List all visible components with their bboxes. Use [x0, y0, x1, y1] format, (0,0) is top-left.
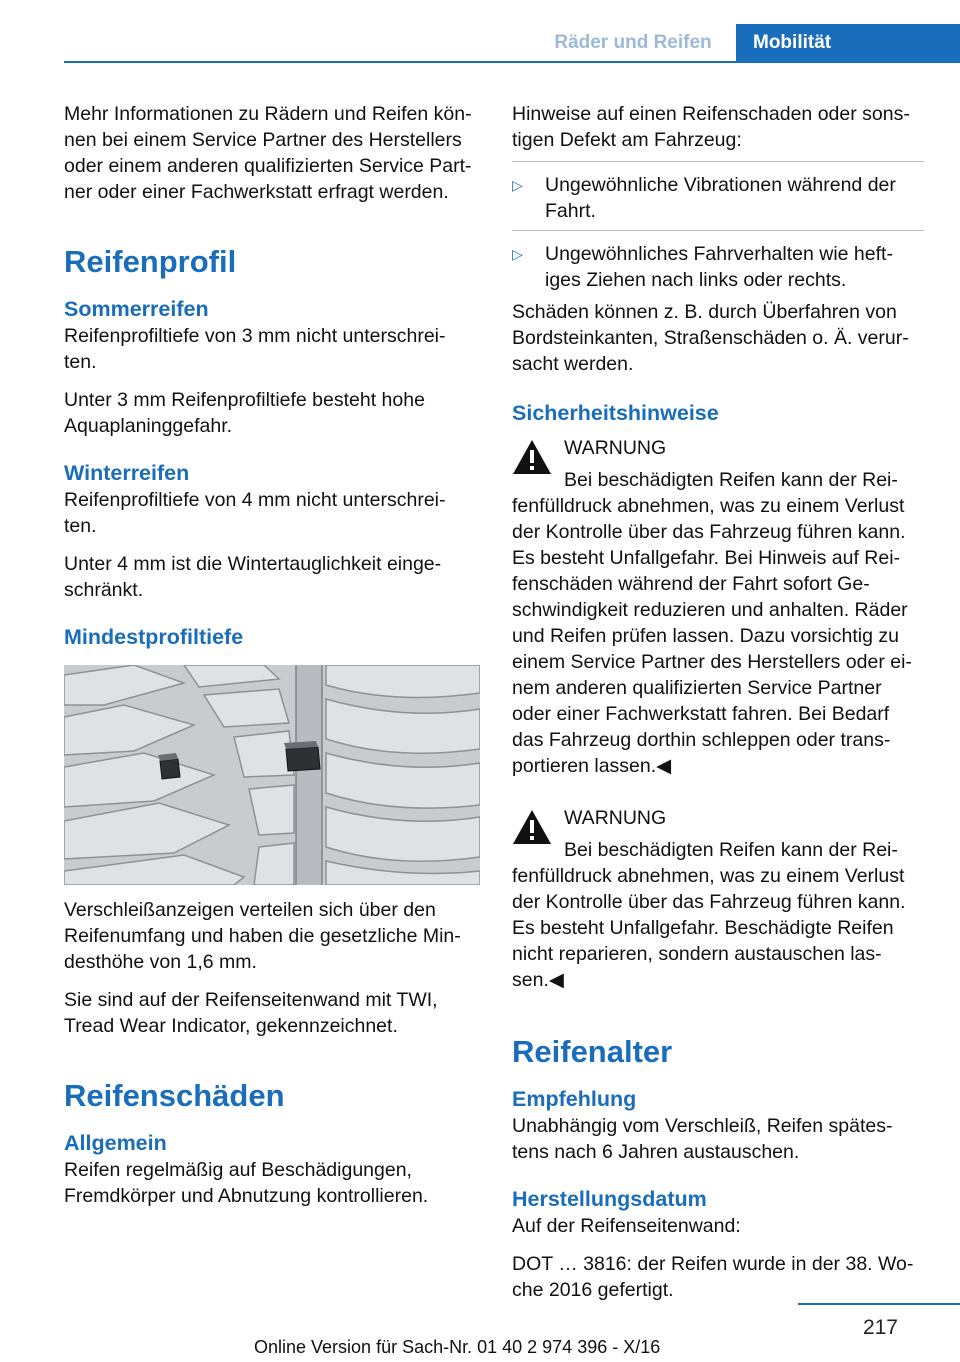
page-number: 217 — [862, 1316, 898, 1339]
manufacture-date-paragraph-2: DOT … 3816: der Reifen wurde in der 38. Wo‐ che 2016 gefertigt. — [512, 1253, 914, 1301]
subsection-title-min-depth: Mindestprofiltiefe — [64, 625, 244, 649]
list-item-text: Ungewöhnliche Vibrationen während der Fahrt. — [545, 174, 896, 222]
right-column — [512, 101, 924, 1315]
summer-paragraph-1: Reifenprofiltiefe von 3 mm nicht unterschrei‐ ten. — [64, 325, 446, 373]
warning-first-line: Bei beschädigten Reifen kann der Rei‐ — [564, 839, 898, 861]
warning-first-line: Bei beschädigten Reifen kann der Rei‐ — [564, 469, 898, 491]
header-tab-section: Räder und Reifen — [554, 31, 712, 53]
triangle-bullet-icon: ▷ — [512, 246, 523, 262]
min-depth-paragraph-2: Sie sind auf der Reifenseitenwand mit TWI, Tread Wear Indicator, gekennzeichnet. — [64, 989, 438, 1037]
causes-paragraph: Schäden können z. B. durch Überfahren von Bordsteinkanten, Straßenschäden o. Ä. verur‐ sacht werden. — [512, 301, 909, 375]
subsection-title-summer: Sommerreifen — [64, 297, 209, 321]
warning-label: WARNUNG — [564, 437, 667, 459]
subsection-title-manufacture-date: Herstellungsdatum — [512, 1187, 707, 1211]
list-item-text: Ungewöhnliches Fahrverhalten wie heft‐ iges Ziehen nach links oder rechts. — [545, 243, 893, 291]
tire-tread-photo — [64, 665, 480, 885]
list-item — [512, 241, 924, 293]
triangle-bullet-icon: ▷ — [512, 177, 523, 193]
recommendation-paragraph: Unabhängig vom Verschleiß, Reifen spätes‐ tens nach 6 Jahren austauschen. — [512, 1115, 893, 1163]
intro-paragraph: Mehr Informationen zu Rädern und Reifen kön‐ nen bei einem Service Partner des Herstellers oder einem anderen qualifizierten Service Part‐ ner oder einer Fachwerkstatt erfragt werden. — [64, 103, 472, 203]
subsection-title-recommendation: Empfehlung — [512, 1087, 637, 1111]
warning-label: WARNUNG — [564, 807, 667, 829]
warning-triangle-icon — [512, 809, 552, 845]
subsection-title-general: Allgemein — [64, 1131, 167, 1155]
summer-paragraph-2: Unter 3 mm Reifenprofiltiefe besteht hohe Aquaplaninggefahr. — [64, 389, 425, 437]
list-item — [512, 172, 924, 224]
subsection-title-winter: Winterreifen — [64, 461, 190, 485]
header-tab-chapter: Mobilität — [736, 24, 960, 62]
winter-paragraph-2: Unter 4 mm ist die Wintertauglichkeit einge‐ schränkt. — [64, 553, 442, 601]
winter-paragraph-1: Reifenprofiltiefe von 4 mm nicht unterschrei‐ ten. — [64, 489, 446, 537]
min-depth-paragraph-1: Verschleißanzeigen verteilen sich über den Reifenumfang und haben die gesetzliche Min‐ desthöhe von 1,6 mm. — [64, 899, 461, 973]
online-version-note: Online Version für Sach-Nr. 01 40 2 974 396 - X/16 — [254, 1337, 661, 1357]
page-header — [0, 0, 960, 62]
list-separator — [512, 161, 924, 162]
general-paragraph: Reifen regelmäßig auf Beschädigungen, Fremdkörper und Abnutzung kontrollieren. — [64, 1159, 429, 1207]
left-column — [64, 101, 482, 1221]
header-rule — [64, 61, 960, 63]
footer-rule — [798, 1303, 960, 1305]
section-title-profile: Reifenprofil — [64, 244, 237, 279]
warning-triangle-icon — [512, 439, 552, 475]
section-title-damage: Reifenschäden — [64, 1078, 285, 1113]
warning-body: fenfülldruck abnehmen, was zu einem Verlust der Kontrolle über das Fahrzeug führen kann. Es besteht Unfallgefahr. Bei Hinweis auf Rei‐ fenschäden während der Fahrt sofort Ge‐ schwindigkeit reduzieren und anhalten. Räder und Reifen prüfen lassen. Dazu vorsichtig zu einem Service Partner des Herstellers oder ei‐ nem anderen qualifizierten Service Partner oder einer Fachwerkstatt fahren. Bei Bedarf das Fahrzeug dorthin schleppen oder trans‐ portieren lassen.◀ — [512, 495, 912, 777]
subsection-title-safety: Sicherheitshinweise — [512, 401, 719, 425]
warning-body: fenfülldruck abnehmen, was zu einem Verlust der Kontrolle über das Fahrzeug führen kann. Es besteht Unfallgefahr. Beschädigte Reifen nicht reparieren, sondern austauschen las‐ sen.◀ — [512, 865, 906, 991]
section-title-age: Reifenalter — [512, 1034, 673, 1069]
warning-block-2 — [512, 805, 924, 993]
hints-intro: Hinweise auf einen Reifenschaden oder sons‐ tigen Defekt am Fahrzeug: — [512, 103, 910, 151]
warning-block-1 — [512, 435, 924, 779]
manufacture-date-paragraph-1: Auf der Reifenseitenwand: — [512, 1215, 741, 1237]
list-separator — [512, 230, 924, 231]
